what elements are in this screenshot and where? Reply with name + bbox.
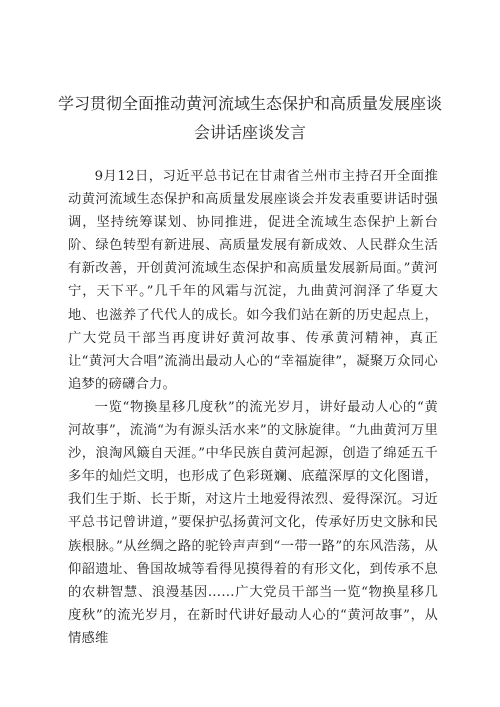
document-title-line-1: 学习贯彻全面推动黄河流域生态保护和高质量发展座谈 <box>57 94 442 113</box>
paragraph-2: 一览“物換星移几度秋”的流光岁月，讲好最动人心的“黄河故事”，流淌“为有源头活水来”的文脉旋律。“九曲黄河万里沙，浪淘风簸自天涯。”中华民族自黄河起源，创造了绵延五千多年的灿烂文明，也形成了色彩斑斓、底蕴深厚的文化图谱，我们生于斯、长于斯，对这片土地爱得浓烈、爱得深沉。习近平总书记曾讲道，”要保护弘扬黄河文化，传承好历史文脉和民族根脉。”从丝绸之路的驼铃声声到“一带一路”的东风浩荡，从仰韶遗址、鲁国故城等看得见摸得着的有形文化，到传承不息的农耕智慧、浪漫基因……广大党员干部当一览“物换星移几度秋”的流光岁月，在新时代讲好最动人心的“黄河故事”，从情感维 <box>68 399 438 646</box>
paragraph-1: 9月12日，习近平总书记在甘肃省兰州市主持召开全面推动黄河流域生态保护和高质量发展座谈会并发表重要讲话时强调，坚持统筹谋划、协同推进，促进全流域生态保护上新台阶、绿色转型有新进展、高质量发展有新成效、人民群众生活有新改善，开创黄河流域生态保护和高质量发展新局面。”黄河宁，天下平。”几千年的风霜与沉淀，九曲黄河润泽了华夏大地、也滋养了代代人的成长。如今我们站在新的历史起点上，广大党员干部当再度讲好黄河故事、传承黄河精神，真正让“黄河大合唱”流淌出最动人心的“幸福旋律”，凝聚万众同心追梦的磅礴合力。 <box>68 169 438 392</box>
document-title-line-2: 会讲话座谈发言 <box>193 123 306 142</box>
document-body <box>68 165 438 650</box>
